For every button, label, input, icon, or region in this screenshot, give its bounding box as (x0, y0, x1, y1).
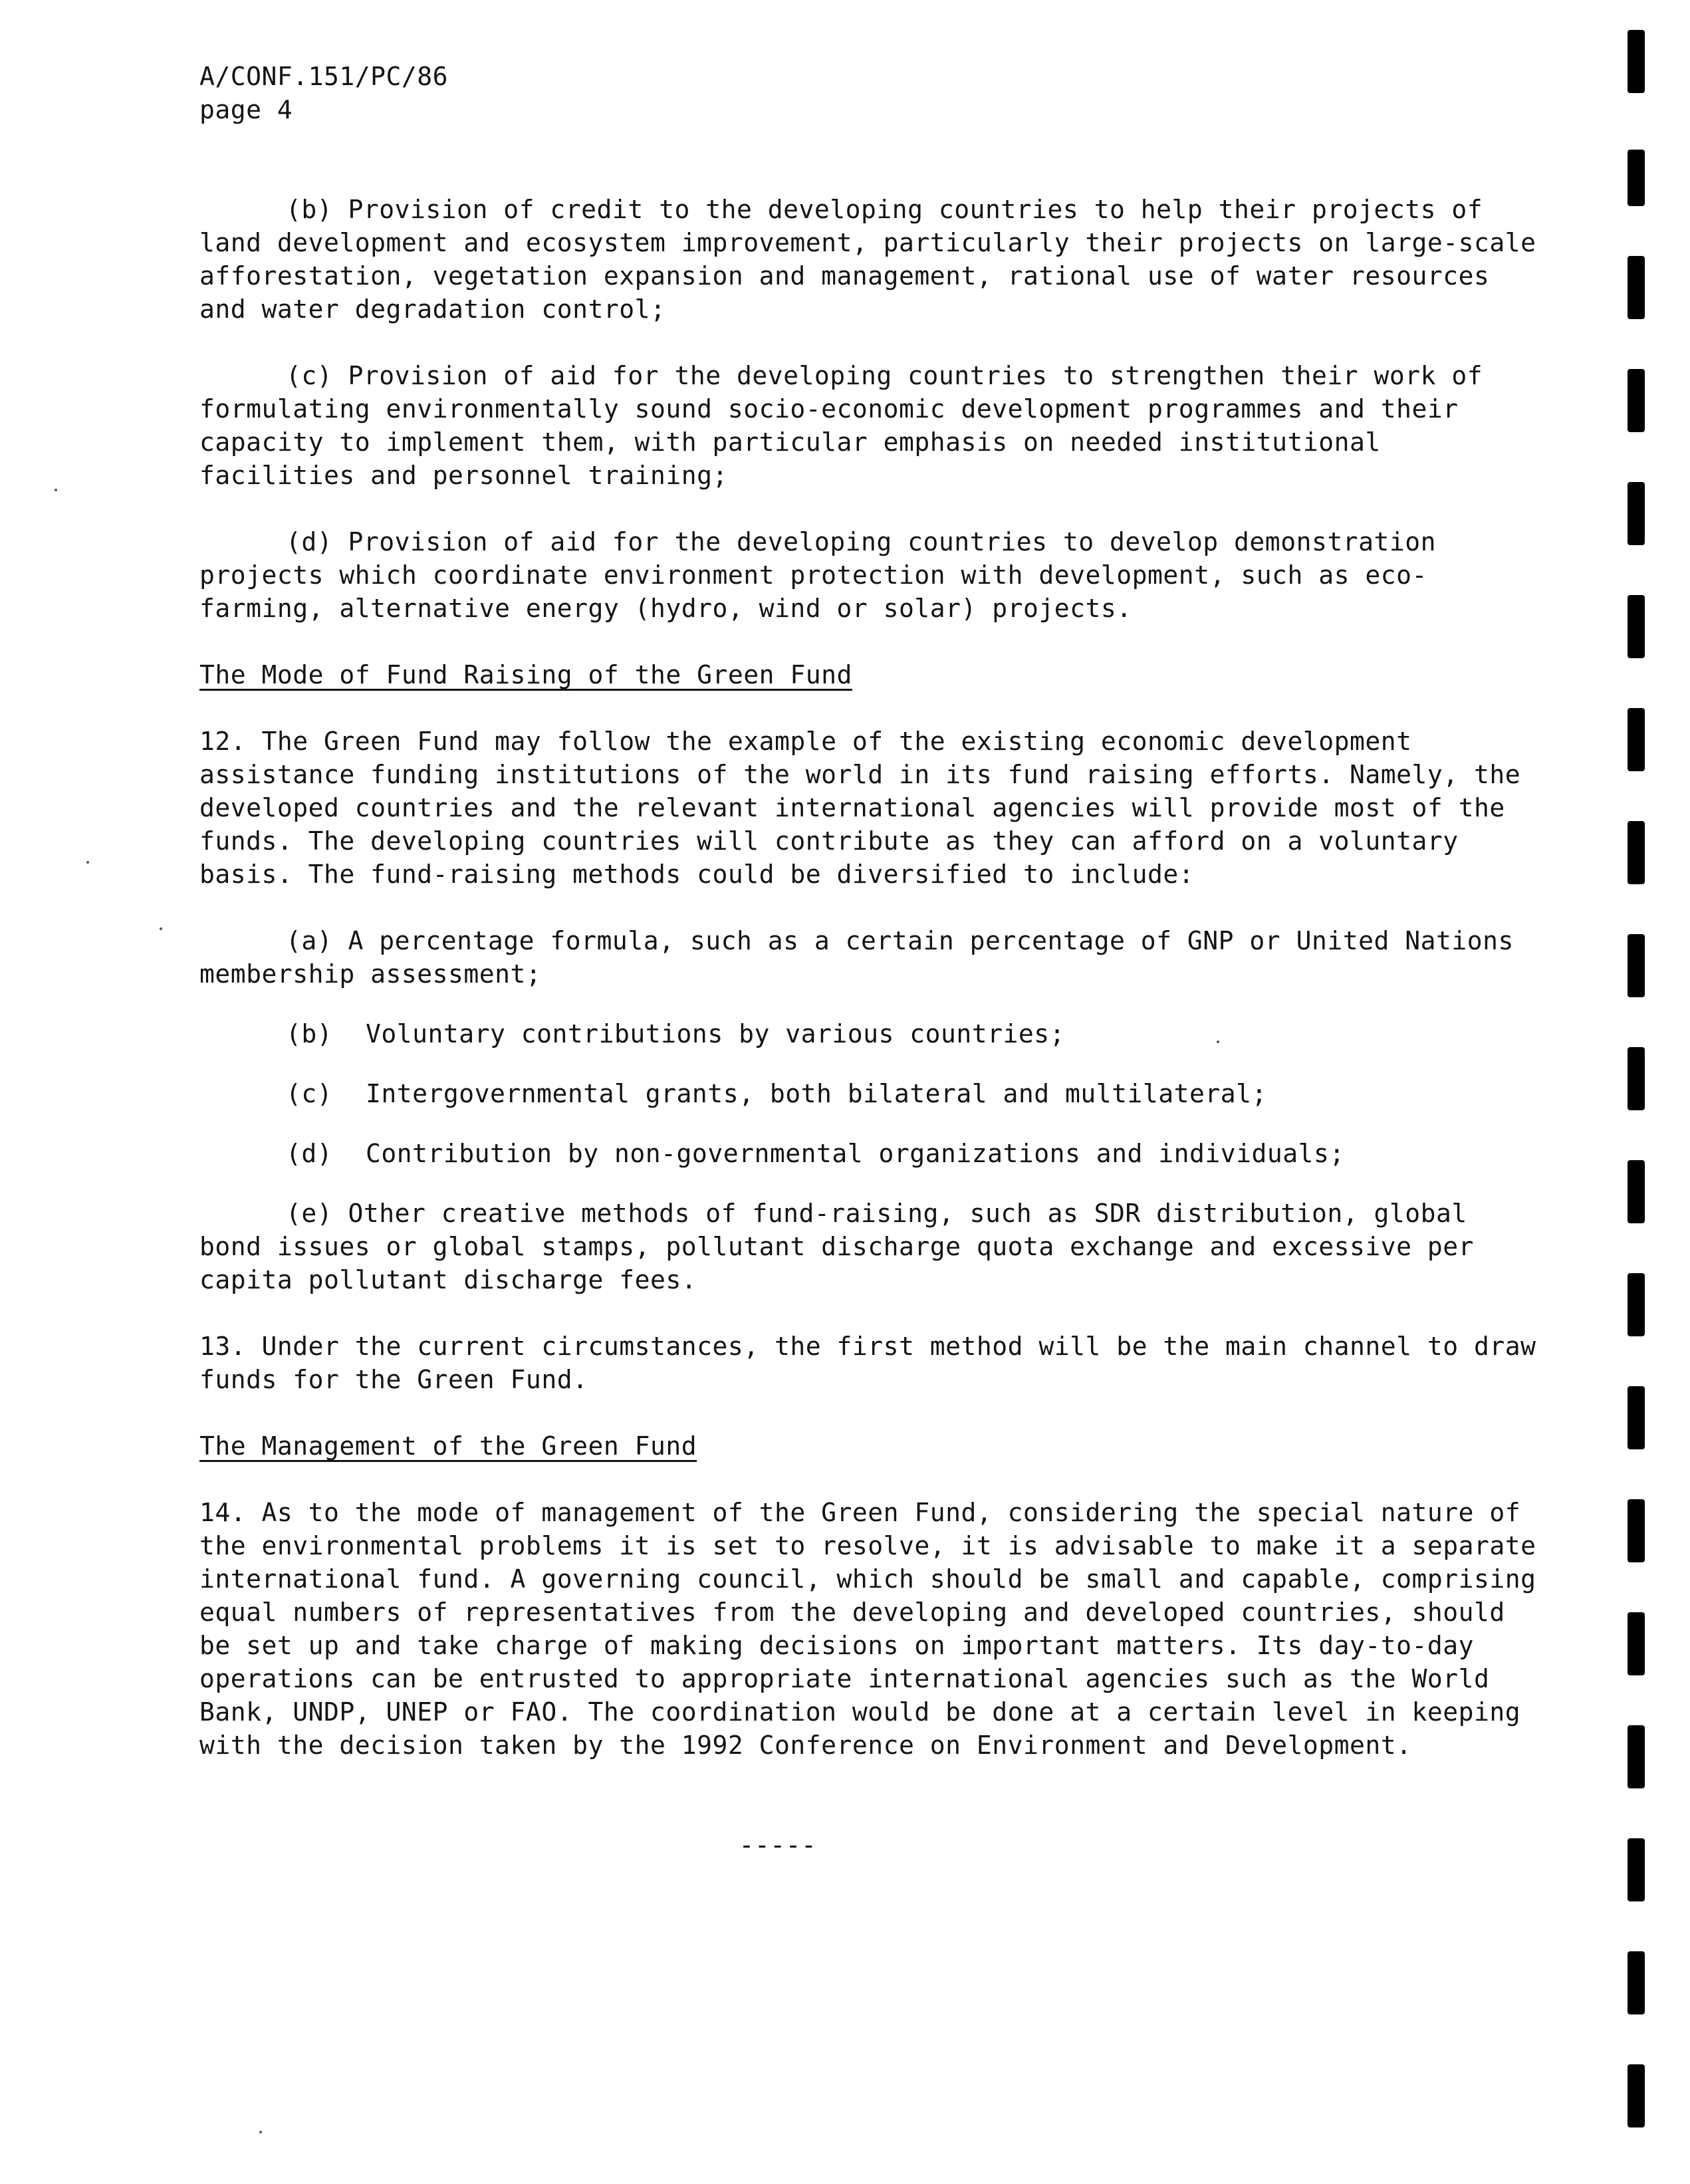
list-item-label: (c) (286, 1079, 333, 1108)
binding-mark (1628, 821, 1645, 884)
binding-mark (1628, 1725, 1645, 1788)
binding-mark (1628, 708, 1645, 771)
page-number: page 4 (199, 95, 293, 124)
binding-mark (1628, 369, 1645, 432)
binding-mark (1628, 30, 1645, 93)
binding-mark (1628, 1273, 1645, 1336)
scan-speck (160, 927, 162, 930)
end-of-document-marker: ----- (739, 1830, 817, 1860)
scan-speck (86, 861, 89, 864)
binding-mark (1628, 1612, 1645, 1675)
binding-mark (1628, 934, 1645, 997)
paragraph-12: 12. The Green Fund may follow the example of the existing economic development assistance funding institutions of the world in its fund raising efforts. Namely, the developed countries and the relevant international agencies will provide most of the funds. The developing countries will contribute as they can afford on a voluntary basis. The fund-raising methods could be diversified to include: (199, 727, 1521, 889)
list-item-12c (199, 1077, 1542, 1110)
scan-binding-marks (1628, 0, 1654, 2184)
page-content (199, 60, 1542, 1862)
list-item-label: (b) (286, 1019, 333, 1048)
binding-mark (1628, 150, 1645, 206)
paragraph-13: 13. Under the current circumstances, the first method will be the main channel to draw funds for the Green Fund. (199, 1332, 1536, 1394)
paragraph-11b: (b) Provision of credit to the developing countries to help their projects of land development and ecosystem improvement, particularly their projects on large-scale afforestation, vegetation expansion and management, rational use of water resources and water degradation control; (199, 195, 1536, 324)
binding-mark (1628, 1838, 1645, 1901)
binding-mark (1628, 1047, 1645, 1110)
section-heading-fund-raising: The Mode of Fund Raising of the Green Fund (199, 660, 852, 689)
binding-mark (1628, 256, 1645, 319)
binding-mark (1628, 595, 1645, 658)
binding-mark (1628, 1951, 1645, 2014)
list-item-12d (199, 1137, 1542, 1170)
paragraph-14: 14. As to the mode of management of the Green Fund, considering the special nature of the environmental problems it is set to resolve, it is advisable to make it a separate international fund. A governing council, which should be small and capable, comprising equal numbers of representatives from the developing and developed countries, should be set up and take charge of making decisions on important matters. Its day-to-day operations can be entrusted to appropriate international agencies such as the World Bank, UNDP, UNEP or FAO. The coordination would be done at a certain level in keeping with the decision taken by the 1992 Conference on Environment and Development. (199, 1498, 1536, 1760)
binding-mark (1628, 1499, 1645, 1562)
paragraph-12e: (e) Other creative methods of fund-raising, such as SDR distribution, global bond issues or global stamps, pollutant discharge quota exchange and excessive per capita pollutant discharge fees. (199, 1199, 1474, 1294)
paragraph-11c: (c) Provision of aid for the developing countries to strengthen their work of formulating environmentally sound socio-economic development programmes and their capacity to implement them, with particular emphasis on needed institutional facilities and personnel training; (199, 361, 1483, 490)
list-item-text: Contribution by non-governmental organizations and individuals; (366, 1139, 1345, 1168)
list-item-label: (d) (286, 1139, 333, 1168)
list-item-12b (199, 1017, 1542, 1050)
list-item-text: Intergovernmental grants, both bilateral and multilateral; (366, 1079, 1267, 1108)
paragraph-12a: (a) A percentage formula, such as a certain percentage of GNP or United Nations membership assessment; (199, 926, 1514, 989)
binding-mark (1628, 1386, 1645, 1449)
document-symbol: A/CONF.151/PC/86 (199, 62, 449, 91)
list-item-text: Voluntary contributions by various countries; (366, 1019, 1066, 1048)
binding-mark (1628, 2064, 1645, 2127)
paragraph-11d: (d) Provision of aid for the developing countries to develop demonstration projects which coordinate environment protection with development, such as eco-farming, alternative energy (hydro, wind or solar) projects. (199, 527, 1436, 623)
scan-speck (259, 2131, 262, 2133)
scan-speck (55, 489, 57, 491)
section-heading-management: The Management of the Green Fund (199, 1431, 697, 1461)
binding-mark (1628, 482, 1645, 545)
binding-mark (1628, 1160, 1645, 1223)
scan-speck (1217, 1040, 1219, 1043)
